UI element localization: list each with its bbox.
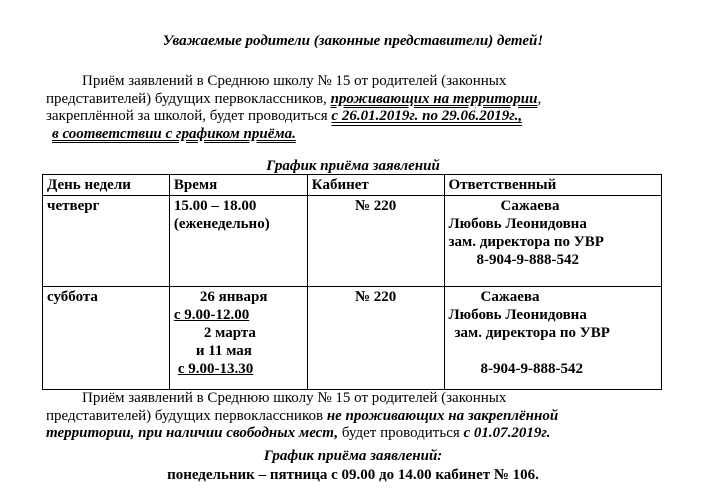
non-residence-condition: не проживающих на закреплённой — [326, 407, 559, 424]
table-row — [43, 196, 662, 287]
second-schedule-title: График приёма заявлений: — [263, 448, 443, 464]
room-cell: № 220 — [307, 196, 444, 287]
header-responsible: Ответственный — [444, 175, 662, 196]
day-cell: суббота — [43, 287, 170, 390]
second-paragraph — [46, 390, 658, 443]
responsible-cell: Сажаева Любовь Леонидовна зам. директора по УВР 8-904-9-888-542 — [444, 287, 662, 390]
residence-condition: проживающих на территории — [330, 90, 538, 107]
second-start-date: с 01.07.2019г. — [463, 425, 551, 441]
intro-paragraph — [46, 73, 658, 143]
day-cell: четверг — [43, 196, 170, 287]
room-cell: № 220 — [307, 287, 444, 390]
admission-period: с 26.01.2019г. по 29.06.2019г., — [331, 108, 523, 124]
responsible-cell: Сажаева Любовь Леонидовна зам. директора по УВР 8-904-9-888-542 — [444, 196, 662, 287]
schedule-reference: в соответствии с графиком приёма. — [52, 125, 296, 142]
schedule-table — [42, 174, 662, 390]
time-cell: 15.00 – 18.00 (еженедельно) — [169, 196, 307, 287]
notice-heading: Уважаемые родители (законные представители) детей! — [162, 33, 544, 49]
intro-line-3: закреплённой за школой, будет проводиться с 26.01.2019г. по 29.06.2019г., — [46, 108, 523, 124]
second-line-1: Приём заявлений в Среднюю школу № 15 от родителей (законных — [82, 390, 507, 406]
second-schedule-hours: понедельник – пятница с 09.00 до 14.00 кабинет № 106. — [167, 467, 539, 483]
table-title: График приёма заявлений — [266, 158, 440, 174]
table-header-row — [43, 175, 662, 196]
table-row — [43, 287, 662, 390]
header-time: Время — [169, 175, 307, 196]
time-cell: 26 января с 9.00-12.00 2 марта и 11 мая с 9.00-13.30 — [169, 287, 307, 390]
second-line-2: представителей) будущих первоклассников не проживающих на закреплённой — [46, 407, 559, 424]
header-day: День недели — [43, 175, 170, 196]
intro-line-1: Приём заявлений в Среднюю школу № 15 от родителей (законных — [82, 73, 507, 89]
intro-line-2: представителей) будущих первоклассников, проживающих на территории, — [46, 90, 542, 107]
second-line-3: территории, при наличии свободных мест, будет проводиться с 01.07.2019г. — [46, 425, 551, 441]
header-room: Кабинет — [307, 175, 444, 196]
